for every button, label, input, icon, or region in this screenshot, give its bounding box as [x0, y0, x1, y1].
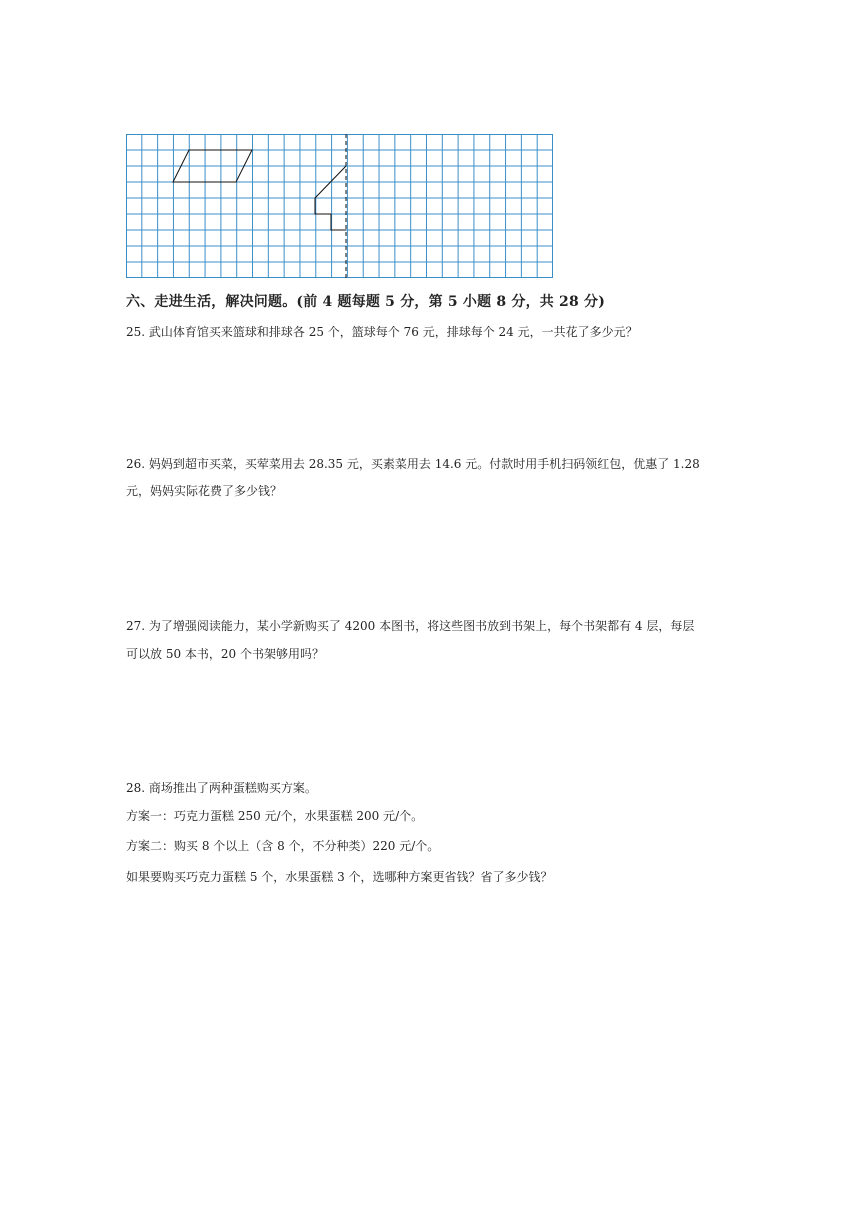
- question-26-line-2: 元，妈妈实际花费了多少钱？: [126, 484, 283, 498]
- section-title: 六、走进生活，解决问题。(前 4 题每题 5 分，第 5 小题 8 分，共 28 分): [126, 294, 606, 310]
- question-28-option-1: 方案一：巧克力蛋糕 250 元/个，水果蛋糕 200 元/个。: [126, 809, 424, 823]
- question-27-line-2: 可以放 50 本书，20 个书架够用吗？: [126, 647, 324, 661]
- question-26-line-1: 26. 妈妈到超市买菜，买荤菜用去 28.35 元，买素菜用去 14.6 元。付款时用手机扫码领红包，优惠了 1.28: [126, 457, 700, 471]
- question-27-line-1: 27. 为了增强阅读能力，某小学新购买了 4200 本图书，将这些图书放到书架上，每个书架都有 4 层，每层: [126, 619, 695, 633]
- question-25-line-1: 25. 武山体育馆买来篮球和排球各 25 个，篮球每个 76 元，排球每个 24 元，一共花了多少元？: [126, 325, 638, 339]
- grid-lines: [126, 134, 553, 278]
- grid-figure: [126, 134, 553, 278]
- question-28-line-4: 如果要购买巧克力蛋糕 5 个，水果蛋糕 3 个，选哪种方案更省钱？省了多少钱？: [126, 870, 553, 884]
- question-28-option-2: 方案二：购买 8 个以上（含 8 个，不分种类）220 元/个。: [126, 839, 440, 853]
- question-28-line-1: 28. 商场推出了两种蛋糕购买方案。: [126, 781, 317, 795]
